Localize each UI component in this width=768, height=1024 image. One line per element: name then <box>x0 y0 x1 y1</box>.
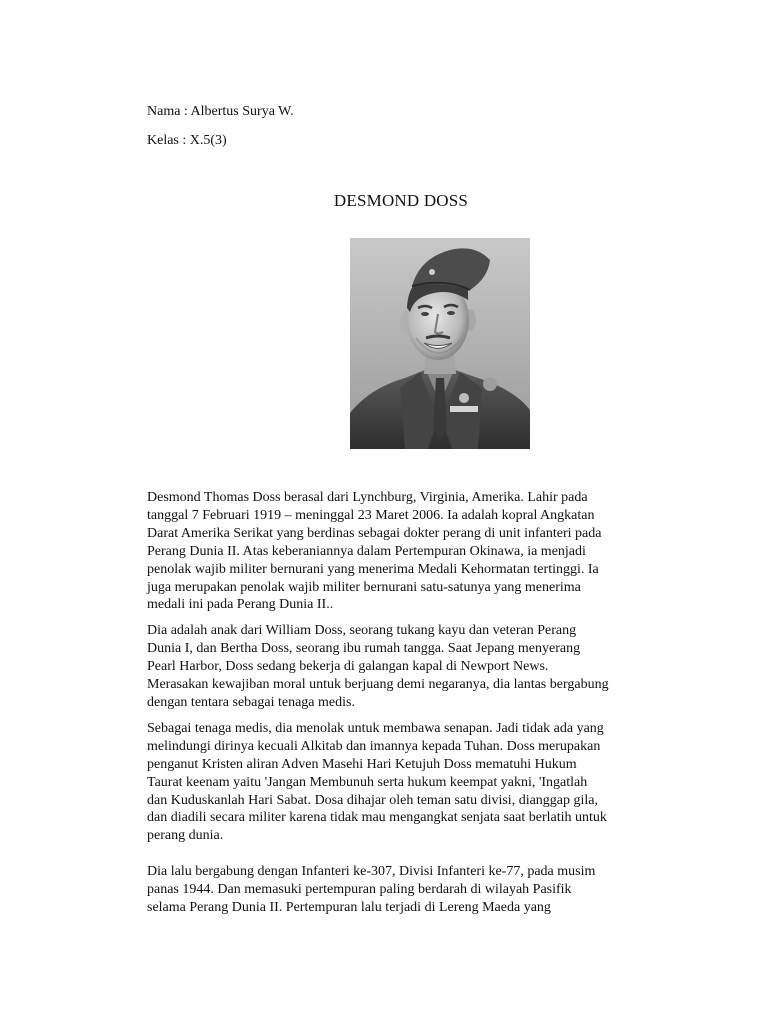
text-line: Darat Amerika Serikat yang berdinas sebagai dokter perang di unit infanteri pada <box>147 525 602 541</box>
text-line: medali ini pada Perang Dunia II.. <box>147 597 334 613</box>
text-line: dan Kuduskanlah Hari Sabat. Dosa dihajar oleh teman satu divisi, dianggap gila, <box>147 792 599 808</box>
text-line: Merasakan kewajiban moral untuk berjuang demi negaranya, dia lantas bergabung <box>147 677 609 693</box>
text-line: penolak wajib militer bernurani yang menerima Medali Kehormatan tertinggi. Ia <box>147 561 599 577</box>
paragraph-1 <box>147 489 669 614</box>
text-line: selama Perang Dunia II. Pertempuran lalu terjadi di Lereng Maeda yang <box>147 900 551 916</box>
text-line: melindungi dirinya kecuali Alkitab dan imannya kepada Tuhan. Doss merupakan <box>147 738 601 754</box>
text-line: penganut Kristen aliran Adven Masehi Hari Ketujuh Doss mematuhi Hukum <box>147 756 577 772</box>
text-line: Perang Dunia II. Atas keberaniannya dalam Pertempuran Okinawa, ia menjadi <box>147 543 586 559</box>
student-class-line: Kelas : X.5(3) <box>147 133 227 148</box>
text-line: Dia lalu bergabung dengan Infanteri ke-307, Divisi Infanteri ke-77, pada musim <box>147 864 596 880</box>
text-line: dan diadili secara militer karena tidak mau mengangkat senjata saat berlatih untuk <box>147 810 607 826</box>
paragraph-2 <box>147 622 669 712</box>
text-line: Dia adalah anak dari William Doss, seorang tukang kayu dan veteran Perang <box>147 623 577 639</box>
portrait-photo <box>350 238 530 449</box>
text-line: Dunia I, dan Bertha Doss, seorang ibu rumah tangga. Saat Jepang menyerang <box>147 641 581 657</box>
paragraph-4 <box>147 863 669 917</box>
text-line: Pearl Harbor, Doss sedang bekerja di galangan kapal di Newport News. <box>147 659 549 675</box>
text-line: tanggal 7 Februari 1919 – meninggal 23 Maret 2006. Ia adalah kopral Angkatan <box>147 507 595 523</box>
student-name-line: Nama : Albertus Surya W. <box>147 104 294 119</box>
text-line: Sebagai tenaga medis, dia menolak untuk membawa senapan. Jadi tidak ada yang <box>147 720 604 736</box>
paragraph-3 <box>147 720 669 845</box>
text-line: Desmond Thomas Doss berasal dari Lynchburg, Virginia, Amerika. Lahir pada <box>147 490 588 505</box>
text-line: dengan tentara sebagai tenaga medis. <box>147 694 355 710</box>
text-line: perang dunia. <box>147 828 224 844</box>
biography-body <box>147 489 669 917</box>
text-line: Taurat keenam yaitu 'Jangan Membunuh serta hukum keempat yakni, 'Ingatlah <box>147 774 588 790</box>
text-line: juga merupakan penolak wajib militer bernurani satu-satunya yang menerima <box>147 579 581 595</box>
document-title: DESMOND DOSS <box>333 191 469 210</box>
text-line: panas 1944. Dan memasuki pertempuran paling berdarah di wilayah Pasifik <box>147 882 572 898</box>
